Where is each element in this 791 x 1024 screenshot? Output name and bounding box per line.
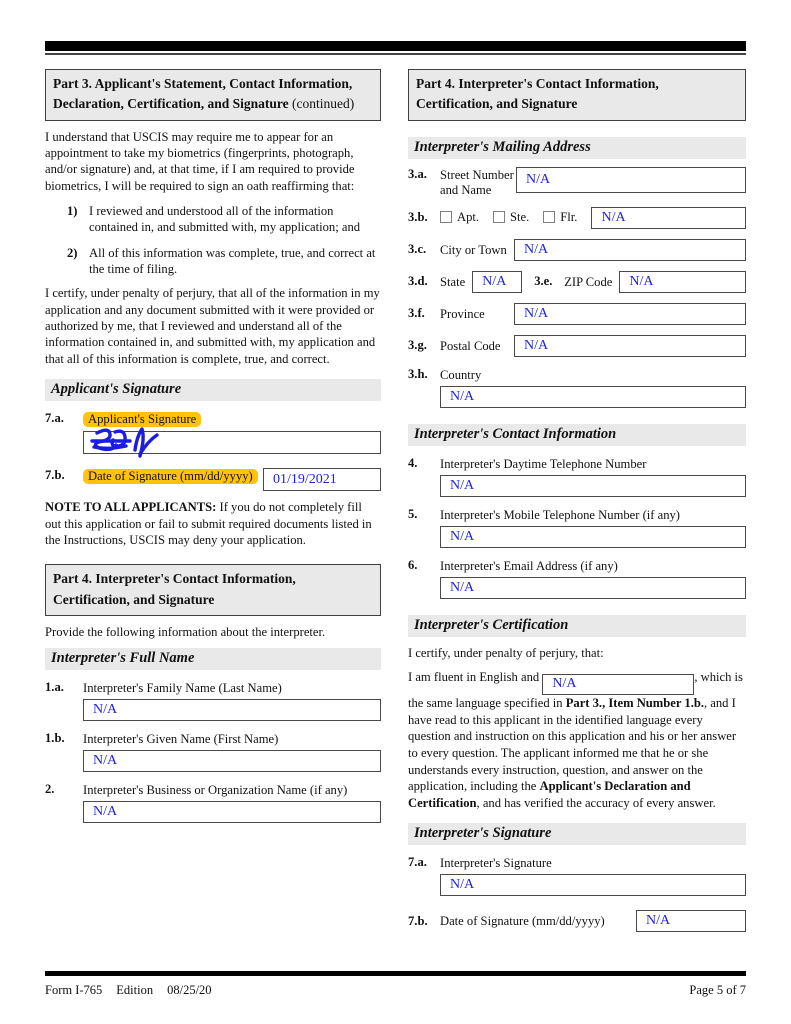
field-3h-number: 3.h. <box>408 366 428 381</box>
interpreter-given-name-value: N/A <box>93 753 118 769</box>
contact-information-section-header: Interpreter's Contact Information <box>408 424 746 446</box>
footer-edition-date: 08/25/20 <box>167 983 212 997</box>
postal-code-value: N/A <box>524 337 549 353</box>
interpreter-business-name-value: N/A <box>93 804 118 820</box>
biometrics-paragraph: I understand that USCIS may require me to appear for an appointment to take my biometrics (fingerprints, photograph, and/or signature) and, at that time, if I am required to provide biometrics, I will be required to sign an oath reaffirming that: <box>45 129 355 193</box>
interpreter-given-name-input[interactable] <box>83 750 381 772</box>
field-3h-label: Country <box>440 367 482 382</box>
postal-code-input[interactable] <box>514 335 746 357</box>
field-7b-interpreter-number: 7.b. <box>408 913 428 928</box>
cert-seg-b: , and I have read to this applicant in the identified language every question and instruction on this application and his or her answer to every question. The applicant informed me that he or she understands every instruction, question, and answer on the application, including the <box>408 696 737 794</box>
zip-code-value: N/A <box>629 273 654 289</box>
field-3h-row <box>408 367 746 383</box>
field-3g-label: Postal Code <box>440 338 501 353</box>
field-1b-row <box>45 731 381 747</box>
street-number-value: N/A <box>526 171 551 187</box>
email-address-value: N/A <box>450 579 475 595</box>
interpreter-certification-text <box>408 669 746 811</box>
footer-form-number: Form I-765 <box>45 983 103 997</box>
ste-checkbox-label: Ste. <box>510 210 530 225</box>
footer-edition-label: Edition <box>116 983 154 997</box>
language-value: N/A <box>552 676 577 692</box>
part3-header-title: Part 3. Applicant's Statement, Contact Information, Declaration, Certification, and Signature <box>53 76 353 112</box>
field-7b-date-of-signature <box>45 468 381 491</box>
oath-item-2 <box>45 245 381 278</box>
interpreter-full-name-section-header: Interpreter's Full Name <box>45 648 381 670</box>
part3-header-continued: (continued) <box>288 96 355 112</box>
date-of-signature-value: 01/19/2021 <box>273 471 337 487</box>
field-3b-row <box>408 207 746 229</box>
mobile-phone-value: N/A <box>450 528 475 544</box>
city-or-town-value: N/A <box>524 241 549 257</box>
footer-form-info <box>45 983 226 998</box>
state-input[interactable] <box>472 271 522 293</box>
field-7a-interpreter-number: 7.a. <box>408 855 427 870</box>
field-3e-number: 3.e. <box>534 274 553 289</box>
province-input[interactable] <box>514 303 746 325</box>
field-7b-interpreter-row <box>408 910 746 932</box>
field-7a-number: 7.a. <box>45 411 64 426</box>
mailing-address-section-header: Interpreter's Mailing Address <box>408 137 746 159</box>
apt-ste-flr-number-input[interactable] <box>591 207 746 229</box>
provide-info-text: Provide the following information about the interpreter. <box>45 624 326 639</box>
field-7b-label-highlighted: Date of Signature (mm/dd/yyyy) <box>83 469 258 484</box>
interpreter-date-value: N/A <box>646 913 671 929</box>
field-3a-number: 3.a. <box>408 166 427 181</box>
cert-seg-c: , and has verified the accuracy of every answer. <box>476 795 716 810</box>
applicant-signature-box-wrap <box>83 431 381 454</box>
interpreter-signature-section-header: Interpreter's Signature <box>408 823 746 845</box>
footer-divider <box>45 971 746 976</box>
field-3c-label: City or Town <box>440 242 507 257</box>
field-2-row <box>45 782 381 798</box>
note-to-applicants-bold: NOTE TO ALL APPLICANTS: <box>45 500 217 515</box>
field-3d-3e-row <box>408 271 746 293</box>
cert-bold-part3-ref: Part 3., Item Number 1.b. <box>565 696 704 711</box>
field-1a-row <box>45 680 381 696</box>
field-4-row <box>408 456 746 472</box>
interpreter-family-name-input[interactable] <box>83 699 381 721</box>
field-3d-number: 3.d. <box>408 274 428 289</box>
apt-checkbox[interactable] <box>440 211 452 223</box>
field-1b-label: Interpreter's Given Name (First Name) <box>83 732 279 747</box>
field-3f-row <box>408 303 746 325</box>
field-3d-label: State <box>440 274 466 289</box>
field-7a-interpreter-row <box>408 855 746 871</box>
top-divider <box>45 41 746 55</box>
oath-item-2-number: 2) <box>67 245 78 260</box>
field-7b-number: 7.b. <box>45 468 65 483</box>
interpreter-certification-section-header: Interpreter's Certification <box>408 615 746 637</box>
zip-code-input[interactable] <box>619 271 746 293</box>
state-value: N/A <box>482 273 507 289</box>
field-3a-row <box>408 167 746 199</box>
field-5-row <box>408 507 746 523</box>
city-or-town-input[interactable] <box>514 239 746 261</box>
language-input[interactable] <box>542 674 694 695</box>
field-2-label: Interpreter's Business or Organization Name (if any) <box>83 783 348 798</box>
apt-checkbox-label: Apt. <box>457 210 480 225</box>
flr-checkbox-label: Flr. <box>560 210 578 225</box>
daytime-phone-input[interactable] <box>440 475 746 497</box>
applicant-signature-section-header: Applicant's Signature <box>45 379 381 401</box>
field-3c-number: 3.c. <box>408 242 427 257</box>
interpreter-signature-input[interactable] <box>440 874 746 896</box>
apt-ste-flr-number-value: N/A <box>601 209 626 225</box>
field-7a-interpreter-label: Interpreter's Signature <box>440 856 552 871</box>
interpreter-signature-value: N/A <box>450 877 475 893</box>
part4-header-left: Part 4. Interpreter's Contact Information, Certification, and Signature <box>45 564 381 616</box>
field-7b-interpreter-label: Date of Signature (mm/dd/yyyy) <box>440 914 605 929</box>
field-3f-label: Province <box>440 306 485 321</box>
field-4-label: Interpreter's Daytime Telephone Number <box>440 456 647 471</box>
oath-item-1-number: 1) <box>67 203 78 218</box>
field-3a-label-line1: Street Number <box>440 167 514 182</box>
part3-header <box>45 69 381 121</box>
field-6-label: Interpreter's Email Address (if any) <box>440 558 618 573</box>
oath-item-1 <box>45 203 381 236</box>
field-3g-number: 3.g. <box>408 338 427 353</box>
interpreter-date-input[interactable] <box>636 910 746 932</box>
field-1a-label: Interpreter's Family Name (Last Name) <box>83 681 282 696</box>
email-address-input[interactable] <box>440 577 746 599</box>
country-input[interactable] <box>440 386 746 408</box>
field-5-label: Interpreter's Mobile Telephone Number (if any) <box>440 507 681 522</box>
interpreter-business-name-input[interactable] <box>83 801 381 823</box>
oath-item-1-text: I reviewed and understood all of the information contained in, and submitted with, my application; and <box>89 203 361 235</box>
interpreter-certification-intro: I certify, under penalty of perjury, that: <box>408 645 604 660</box>
field-3f-number: 3.f. <box>408 306 425 321</box>
field-3g-row <box>408 335 746 357</box>
street-number-input[interactable] <box>516 167 746 193</box>
part4-header-right: Part 4. Interpreter's Contact Information, Certification, and Signature <box>408 69 746 121</box>
footer-page-indicator: Page 5 of 7 <box>689 983 746 997</box>
mobile-phone-input[interactable] <box>440 526 746 548</box>
date-of-signature-input[interactable] <box>263 468 381 491</box>
fluent-prefix: I am fluent in English and <box>408 670 543 685</box>
flr-checkbox[interactable] <box>543 211 555 223</box>
cert-bold-declaration-ref: Applicant's Declaration and Certification <box>408 779 691 810</box>
ste-checkbox[interactable] <box>493 211 505 223</box>
field-3b-number: 3.b. <box>408 210 428 225</box>
page-footer <box>45 971 746 998</box>
field-6-row <box>408 558 746 574</box>
note-to-applicants-text: If you do not completely fill out this application or fail to submit required documents listed in the Instructions, USCIS may deny your application. <box>45 500 372 547</box>
note-to-applicants <box>45 499 381 548</box>
field-6-number: 6. <box>408 557 418 572</box>
field-7a-label-highlighted: Applicant's Signature <box>83 412 201 427</box>
daytime-phone-value: N/A <box>450 477 475 493</box>
cert-seg-a: , which is the same language specified in <box>408 670 743 711</box>
oath-item-2-text: All of this information was complete, true, and correct at the time of filing. <box>89 245 376 277</box>
field-5-number: 5. <box>408 506 418 521</box>
field-1b-number: 1.b. <box>45 731 65 746</box>
field-4-number: 4. <box>408 455 418 470</box>
certification-paragraph: I certify, under penalty of perjury, that all of the information in my application and any document submitted with it were provided or authorized by me, that I reviewed and understand all of the information contained in, and submitted with, my application and that all of this information is complete, true, and correct. <box>45 286 380 366</box>
field-3a-label-line2: and Name <box>440 183 492 198</box>
field-3e-label: ZIP Code <box>564 274 613 289</box>
field-3c-row <box>408 239 746 261</box>
interpreter-family-name-value: N/A <box>93 702 118 718</box>
field-1a-number: 1.a. <box>45 680 64 695</box>
applicant-signature-scribble <box>87 417 179 463</box>
country-value: N/A <box>450 388 475 404</box>
province-value: N/A <box>524 305 549 321</box>
field-2-number: 2. <box>45 782 55 797</box>
